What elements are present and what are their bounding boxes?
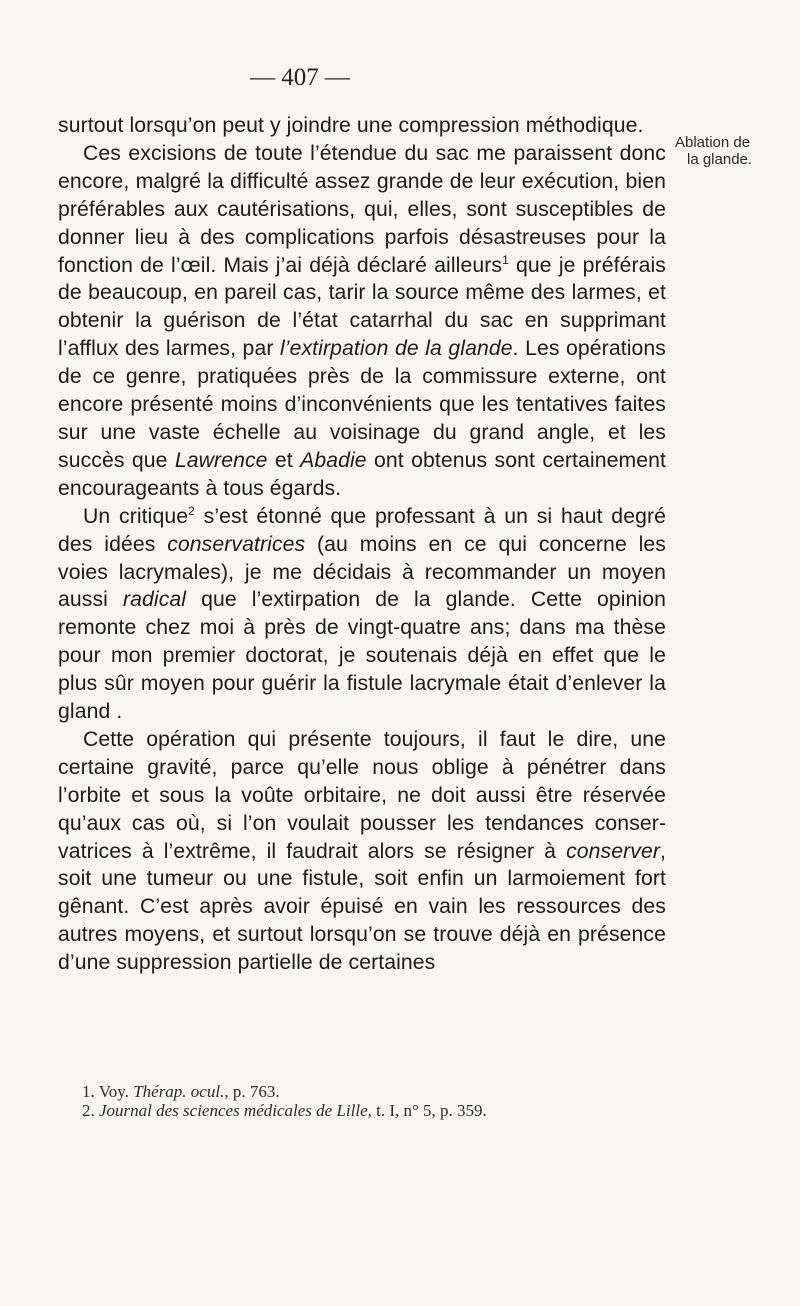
paragraph-4-text-b: , soit une tumeur ou une fistule, soit enfin un larmoiement fort gênant. C’est après avoir épuisé en vain les ressources des autres moyens, et surtout lorsqu’on se trouve déjà en présence d’une suppression partielle de certaines bbox=[58, 839, 666, 975]
paragraph-2-text-c: . Les opérations de ce genre, pratiquées près de la commissure externe, ont encore présenté moins d’inconvénients que les tentatives faites sur une vaste échelle au voisinage du grand angle, et les succès que bbox=[58, 337, 666, 472]
paragraph-4 bbox=[58, 726, 666, 977]
footnote-2 bbox=[82, 1101, 682, 1120]
footnote-2-number: 2. bbox=[82, 1101, 99, 1120]
footnote-1-title: Thérap. ocul. bbox=[133, 1082, 225, 1101]
paragraph-3-text-d: que l’extirpation de la glande. Cette opinion remonte chez moi à près de vingt-quatre ans; dans ma thèse pour mon premier doctorat, je soutenais déjà en effet que le plus sûr moyen pour guérir la fistule lacrymale était d’enlever la gland . bbox=[58, 588, 667, 724]
paragraph-2-text-e: ont obtenus sont certainement encourageants à tous égards. bbox=[58, 448, 666, 500]
paragraph-3-text-c: (au moins en ce qui concerne les voies lacrymales), je me décidais à recommander un moyen aussi bbox=[58, 532, 667, 612]
emphasis-conserver: conserver bbox=[566, 839, 660, 863]
emphasis-lawrence: Lawrence bbox=[174, 448, 268, 472]
paragraph-3-text-a: Un critique bbox=[83, 504, 189, 528]
emphasis-abadie: Abadie bbox=[300, 448, 367, 472]
paragraph-1 bbox=[58, 112, 666, 140]
paragraph-2-text-b: que je préférais de beaucoup, en pareil cas, tarir la source même des larmes, et obtenir la guérison de l’état catarrhal du sac en supprimant l’afflux des larmes, par bbox=[58, 253, 666, 361]
paragraph-4-text-a: Cette opération qui présente toujours, il faut le dire, une certaine gravité, parce qu’elle nous oblige à pénétrer dans l’orbite et sous la voûte orbitaire, ne doit aussi être réservée qu’aux cas où, si l’on voulait pousser les tendances conservatrices à l’extrême, il faudrait alors se résigner à bbox=[58, 727, 666, 863]
paragraph-2 bbox=[58, 140, 666, 503]
paragraph-3 bbox=[58, 503, 666, 726]
footnote-2-title: Journal des sciences médicales de Lille bbox=[99, 1101, 368, 1120]
footnote-ref-2: 2 bbox=[188, 503, 195, 518]
paragraph-1-text: surtout lorsqu’on peut y joindre une compression méthodique. bbox=[58, 114, 644, 137]
emphasis-extirpation: l’extirpation de la glande bbox=[279, 337, 513, 361]
body-text bbox=[58, 112, 666, 977]
footnote-1-number: 1. Voy. bbox=[82, 1082, 134, 1101]
footnote-1-page: , p. 763. bbox=[224, 1082, 280, 1101]
footnote-2-details: , t. I, n° 5, p. 359. bbox=[367, 1101, 487, 1120]
footnote-ref-1: 1 bbox=[502, 252, 509, 267]
page-number: — 407 — bbox=[250, 64, 350, 91]
footnote-1 bbox=[82, 1082, 682, 1101]
emphasis-conservatrices: conservatrices bbox=[167, 532, 306, 556]
footnotes bbox=[82, 1082, 682, 1120]
emphasis-radical: radical bbox=[122, 588, 187, 612]
margin-note-line-1: Ablation de bbox=[675, 134, 751, 151]
paragraph-3-text-b: s’est étonné que professant à un si haut degré des idées bbox=[58, 504, 666, 556]
paragraph-2-text-d: et bbox=[267, 448, 301, 472]
margin-note-line-2: la glande. bbox=[687, 151, 753, 168]
margin-note bbox=[675, 134, 793, 168]
paragraph-2-text-a: Ces excisions de toute l’étendue du sac me paraissent donc encore, malgré la difficulté assez grande de leur exécution, bien préférables aux cautérisations, qui, elles, sont susceptibles de donner lieu à des complications parfois désastreuses pour la fonction de l’œil. Mais j’ai déjà déclaré ailleurs bbox=[58, 141, 666, 277]
